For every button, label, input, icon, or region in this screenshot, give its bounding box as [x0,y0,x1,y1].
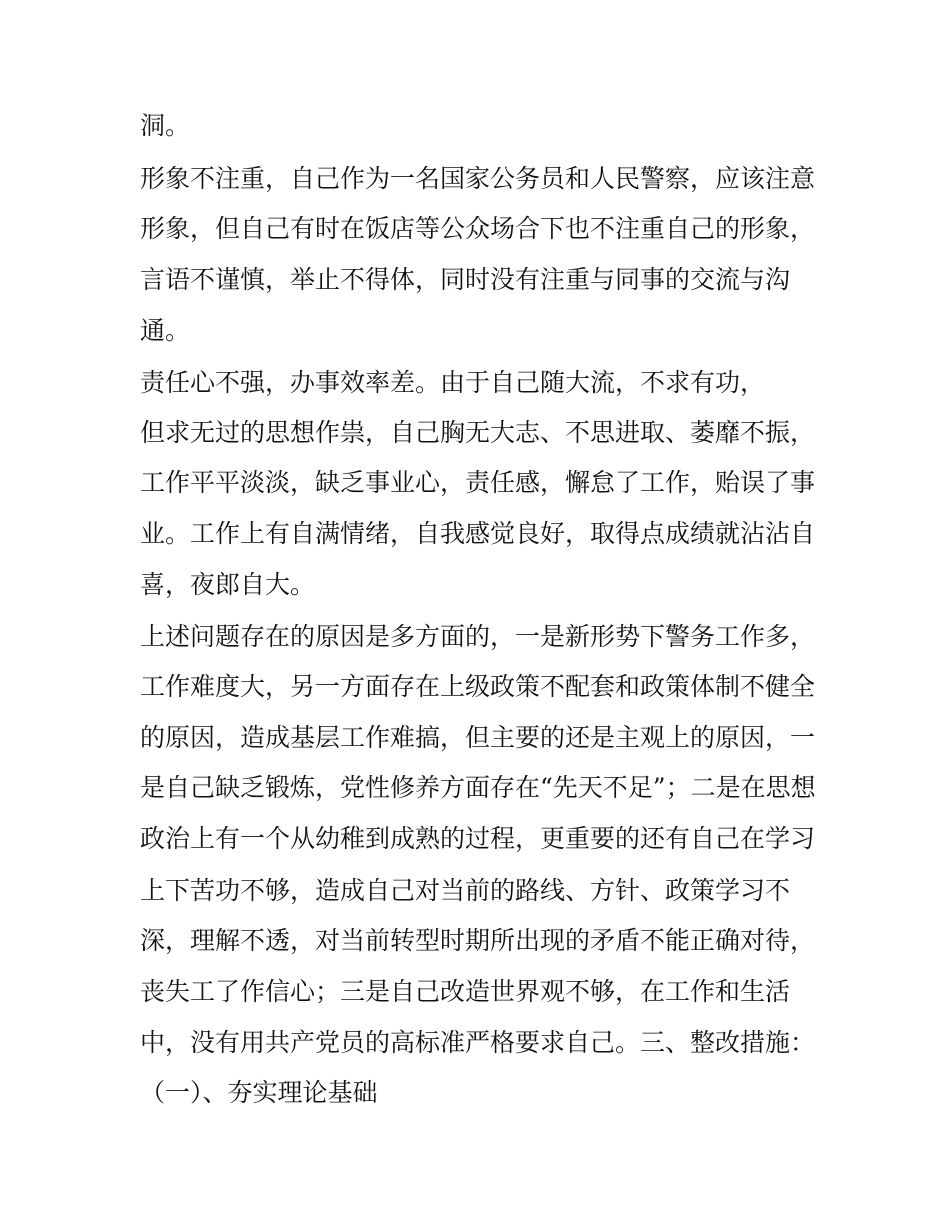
text-line-6: 责任心不强，办事效率差。由于自己随大流，不求有功， [140,368,766,397]
text-line-14: 是自己缺乏锻炼，党性修养方面存在“先天不足”；二是在思想 [140,773,816,802]
text-line-9: 业。工作上有自满情绪，自我感觉良好，取得点成绩就沾沾自 [140,519,816,548]
text-line-1: 洞。 [140,111,191,140]
text-line-17: 深，理解不透，对当前转型时期所出现的矛盾不能正确对待， [140,926,816,955]
text-line-4: 言语不谨慎，举止不得体，同时没有注重与同事的交流与沟 [140,265,791,294]
text-line-18: 丧失工了作信心；三是自己改造世界观不够，在工作和生活 [140,977,791,1006]
text-line-11: 上述问题存在的原因是多方面的，一是新形势下警务工作多， [140,622,816,651]
text-line-8: 工作平平淡淡，缺乏事业心，责任感，懈怠了工作，贻误了事 [140,468,816,497]
text-line-16: 上下苦功不够，造成自己对当前的路线、方针、政策学习不 [140,876,791,905]
text-line-15: 政治上有一个从幼稚到成熟的过程，更重要的还有自己在学习 [140,824,816,853]
text-line-19: 中，没有用共产党员的高标准严格要求自己。三、整改措施： [140,1028,816,1057]
text-line-10: 喜，夜郎自大。 [140,570,316,599]
text-line-12: 工作难度大，另一方面存在上级政策不配套和政策体制不健全 [140,672,816,701]
text-line-20: （一）、夯实理论基础 [140,1078,378,1107]
text-line-13: 的原因，造成基层工作难搞，但主要的还是主观上的原因，一 [140,723,816,752]
text-line-2: 形象不注重，自己作为一名国家公务员和人民警察，应该注意 [140,164,816,193]
text-line-5: 通。 [140,316,191,345]
text-line-7: 但求无过的思想作祟，自己胸无大志、不思进取、萎靡不振， [140,418,816,447]
text-line-3: 形象，但自己有时在饭店等公众场合下也不注重自己的形象， [140,214,816,243]
